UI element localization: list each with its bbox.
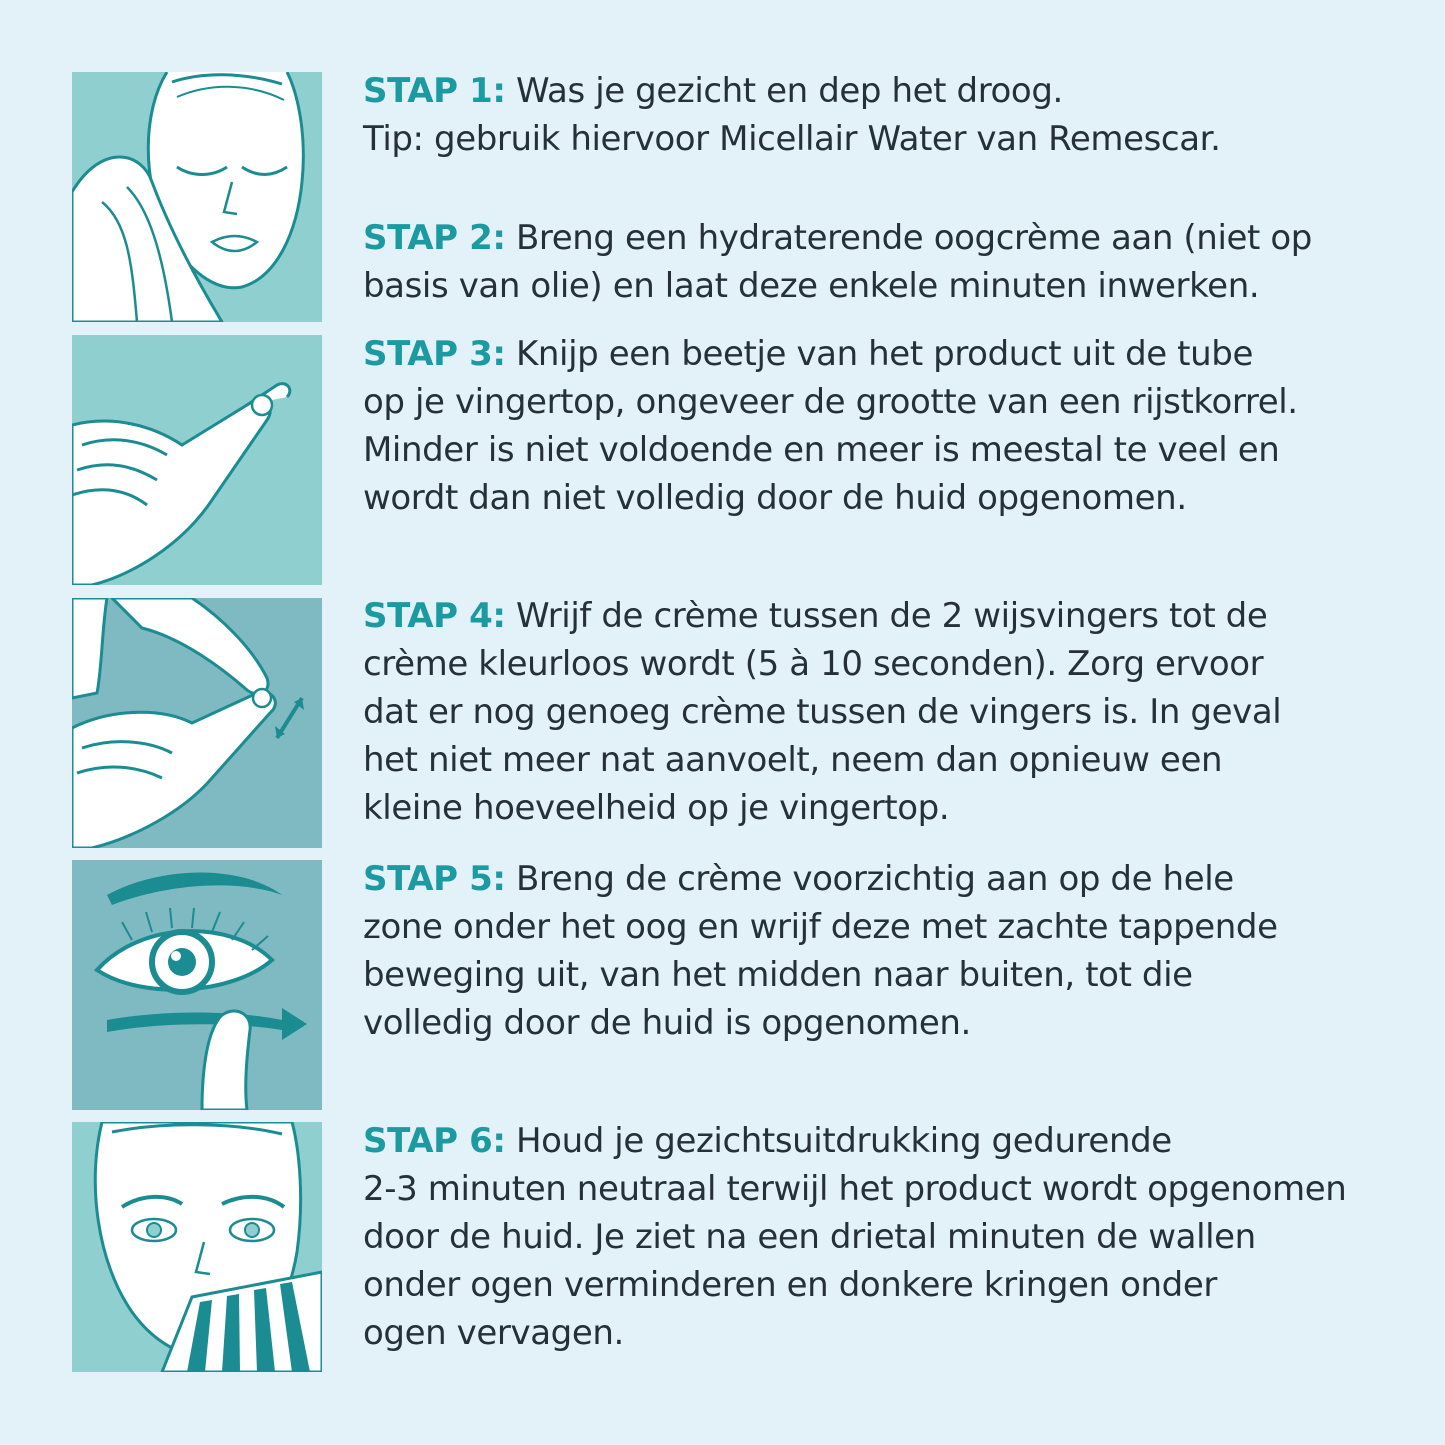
step-6-text: Houd je gezichtsuitdrukking gedurende	[516, 1121, 1172, 1161]
step-4-text: Wrijf de crème tussen de 2 wijsvingers tot de	[516, 596, 1268, 636]
step-4-line-2: crème kleurloos wordt (5 à 10 seconden). Zorg ervoor	[363, 644, 1264, 684]
face-fan-icon	[72, 1122, 322, 1372]
step-1-line-2: Tip: gebruik hiervoor Micellair Water van Remescar.	[363, 119, 1221, 159]
step-6-line-1	[363, 1117, 1403, 1165]
step-6-line-4: onder ogen verminderen en donkere kringen onder	[363, 1265, 1217, 1305]
step-3-line-3: Minder is niet voldoende en meer is meestal te veel en	[363, 430, 1280, 470]
step-4-line-5: kleine hoeveelheid op je vingertop.	[363, 788, 950, 828]
face-washing-icon	[72, 72, 322, 322]
step-5-line-4: volledig door de huid is opgenomen.	[363, 1003, 971, 1043]
step-3-line-2: op je vingertop, ongeveer de grootte van een rijstkorrel.	[363, 382, 1298, 422]
step-4-label: STAP 4:	[363, 596, 506, 636]
step-1-text: Was je gezicht en dep het droog.	[516, 71, 1063, 111]
step-5-line-3: beweging uit, van het midden naar buiten, tot die	[363, 955, 1193, 995]
step-6-line-5: ogen vervagen.	[363, 1313, 624, 1353]
step-5-label: STAP 5:	[363, 859, 506, 899]
step-5-text: Breng de crème voorzichtig aan op de hele	[516, 859, 1234, 899]
step-1-label: STAP 1:	[363, 71, 506, 111]
step-5-line-1	[363, 855, 1403, 903]
finger-cream-icon	[72, 335, 322, 585]
step-6-line-3: door de huid. Je ziet na een drietal minuten de wallen	[363, 1217, 1256, 1257]
step-3-line-4: wordt dan niet volledig door de huid opgenomen.	[363, 478, 1187, 518]
step-5-line-2: zone onder het oog en wrijf deze met zachte tappende	[363, 907, 1278, 947]
step-1	[363, 67, 1403, 163]
eye-application-icon	[72, 860, 322, 1110]
step-3	[363, 330, 1403, 522]
step-1-line-1	[363, 67, 1403, 115]
step-4-line-1	[363, 592, 1403, 640]
rubbing-fingers-icon	[72, 598, 322, 848]
step-2	[363, 214, 1403, 310]
step-2-line-2: basis van olie) en laat deze enkele minuten inwerken.	[363, 266, 1260, 306]
step-4-line-4: het niet meer nat aanvoelt, neem dan opnieuw een	[363, 740, 1223, 780]
step-3-label: STAP 3:	[363, 334, 506, 374]
step-3-line-1	[363, 330, 1403, 378]
step-6-line-2: 2-3 minuten neutraal terwijl het product wordt opgenomen	[363, 1169, 1347, 1209]
step-6	[363, 1117, 1403, 1357]
step-4	[363, 592, 1403, 832]
step-2-line-1	[363, 214, 1403, 262]
step-2-label: STAP 2:	[363, 218, 506, 258]
step-6-label: STAP 6:	[363, 1121, 506, 1161]
step-2-text: Breng een hydraterende oogcrème aan (niet op	[516, 218, 1312, 258]
step-5	[363, 855, 1403, 1047]
step-4-line-3: dat er nog genoeg crème tussen de vingers is. In geval	[363, 692, 1282, 732]
step-3-text: Knijp een beetje van het product uit de tube	[516, 334, 1253, 374]
